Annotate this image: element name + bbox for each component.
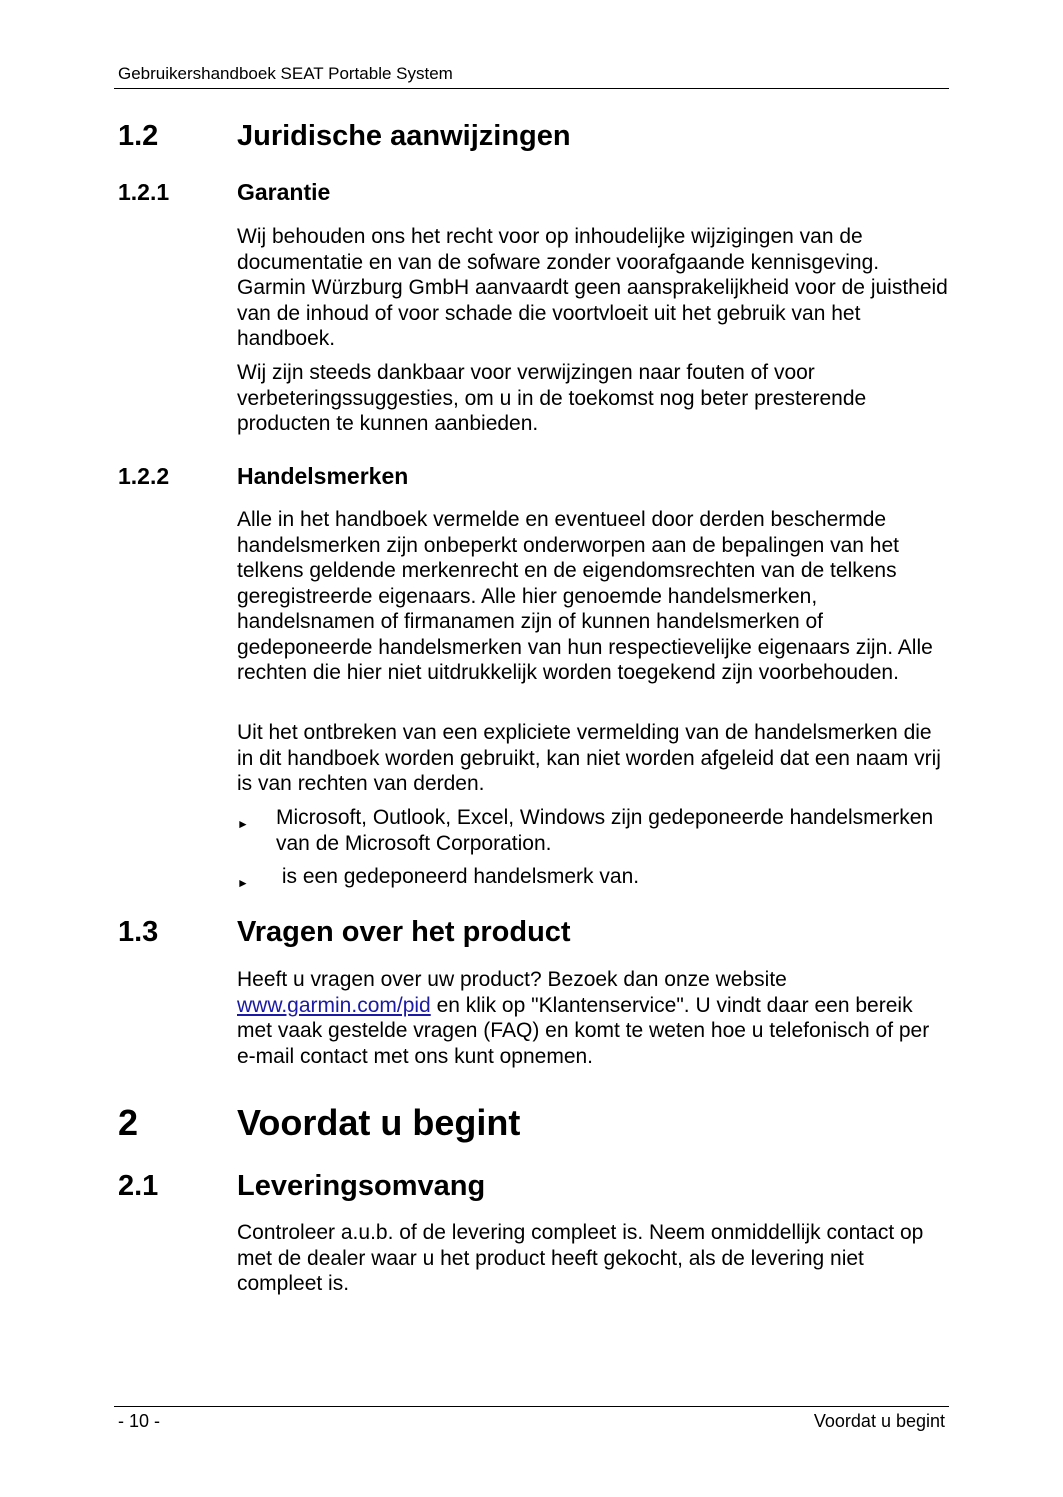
footer-rule — [114, 1406, 949, 1407]
list-item-text: is een gedeponeerd handelsmerk van. — [276, 865, 640, 888]
paragraph-garantie-1: Wij behouden ons het recht voor op inhoudelijke wijzigingen van de documentatie en van de sofware zonder voorafgaande kennisgeving. Garmin Würzburg GmbH aanvaardt geen aansprakelijkheid voor de juistheid van de inhoud of voor schade die voortvloeit uit het gebruik van het handboek. — [237, 225, 948, 350]
text: en klik op "Klantenservice". U vindt daar een bereik met vaak gestelde vragen (FAQ) en komt te weten hoe u telefonisch of per e-mail contact met ons kunt opnemen. — [237, 993, 930, 1068]
paragraph-garantie-2: Wij zijn steeds dankbaar voor verwijzingen naar fouten of voor verbeteringssuggesties, om u in de toekomst nog beter presterende producten te kunnen aanbieden. — [237, 361, 867, 435]
paragraph-handelsmerken-2: Uit het ontbreken van een expliciete vermelding van de handelsmerken die in dit handboek worden gebruikt, kan niet worden afgeleid dat een naam vrij is van rechten van derden. — [237, 721, 941, 795]
heading-number: 1.2.1 — [118, 179, 170, 205]
heading-title: Voordat u begint — [237, 1102, 521, 1143]
garmin-website-link[interactable]: www.garmin.com/pid — [237, 993, 431, 1017]
running-header: Gebruikershandboek SEAT Portable System — [118, 64, 453, 83]
paragraph-leveringsomvang: Controleer a.u.b. of de levering compleet is. Neem onmiddellijk contact op met de dealer waar u het product heeft gekocht, als de levering niet compleet is. — [237, 1221, 924, 1295]
text: Heeft u vragen over uw product? Bezoek dan onze website — [237, 968, 787, 991]
heading-title: Vragen over het product — [237, 916, 571, 948]
heading-number: 2 — [118, 1102, 139, 1143]
paragraph-vragen — [237, 967, 949, 1069]
list-item-text: Microsoft, Outlook, Excel, Windows zijn gedeponeerde handelsmerken van de Microsoft Corporation. — [276, 806, 934, 855]
bullet-triangle-icon: ► — [237, 876, 249, 890]
heading-number: 1.2 — [118, 120, 159, 152]
heading-number: 1.3 — [118, 916, 159, 948]
heading-title: Juridische aanwijzingen — [237, 120, 571, 152]
heading-title: Handelsmerken — [237, 463, 409, 489]
header-rule — [114, 88, 949, 89]
heading-title: Garantie — [237, 179, 331, 205]
heading-number: 1.2.2 — [118, 463, 170, 489]
paragraph-handelsmerken-1: Alle in het handboek vermelde en eventueel door derden beschermde handelsmerken zijn onbeperkt onderworpen aan de bepalingen van het telkens geldende merkenrecht en de eigendomsrechten van de telkens geregistreerde eigenaars. Alle hier genoemde handelsmerken, handelsnamen of firmanamen zijn of kunnen handelsmerken of gedeponeerde handelsmerken van hun respectievelijke eigenaars zijn. Alle rechten die hier niet uitdrukkelijk worden toegekend zijn voorbehouden. — [237, 508, 933, 684]
bullet-triangle-icon: ► — [237, 817, 249, 831]
heading-title: Leveringsomvang — [237, 1170, 486, 1202]
footer-chapter: Voordat u begint — [813, 1411, 945, 1431]
page-number: - 10 - — [118, 1411, 161, 1431]
heading-number: 2.1 — [118, 1170, 159, 1202]
